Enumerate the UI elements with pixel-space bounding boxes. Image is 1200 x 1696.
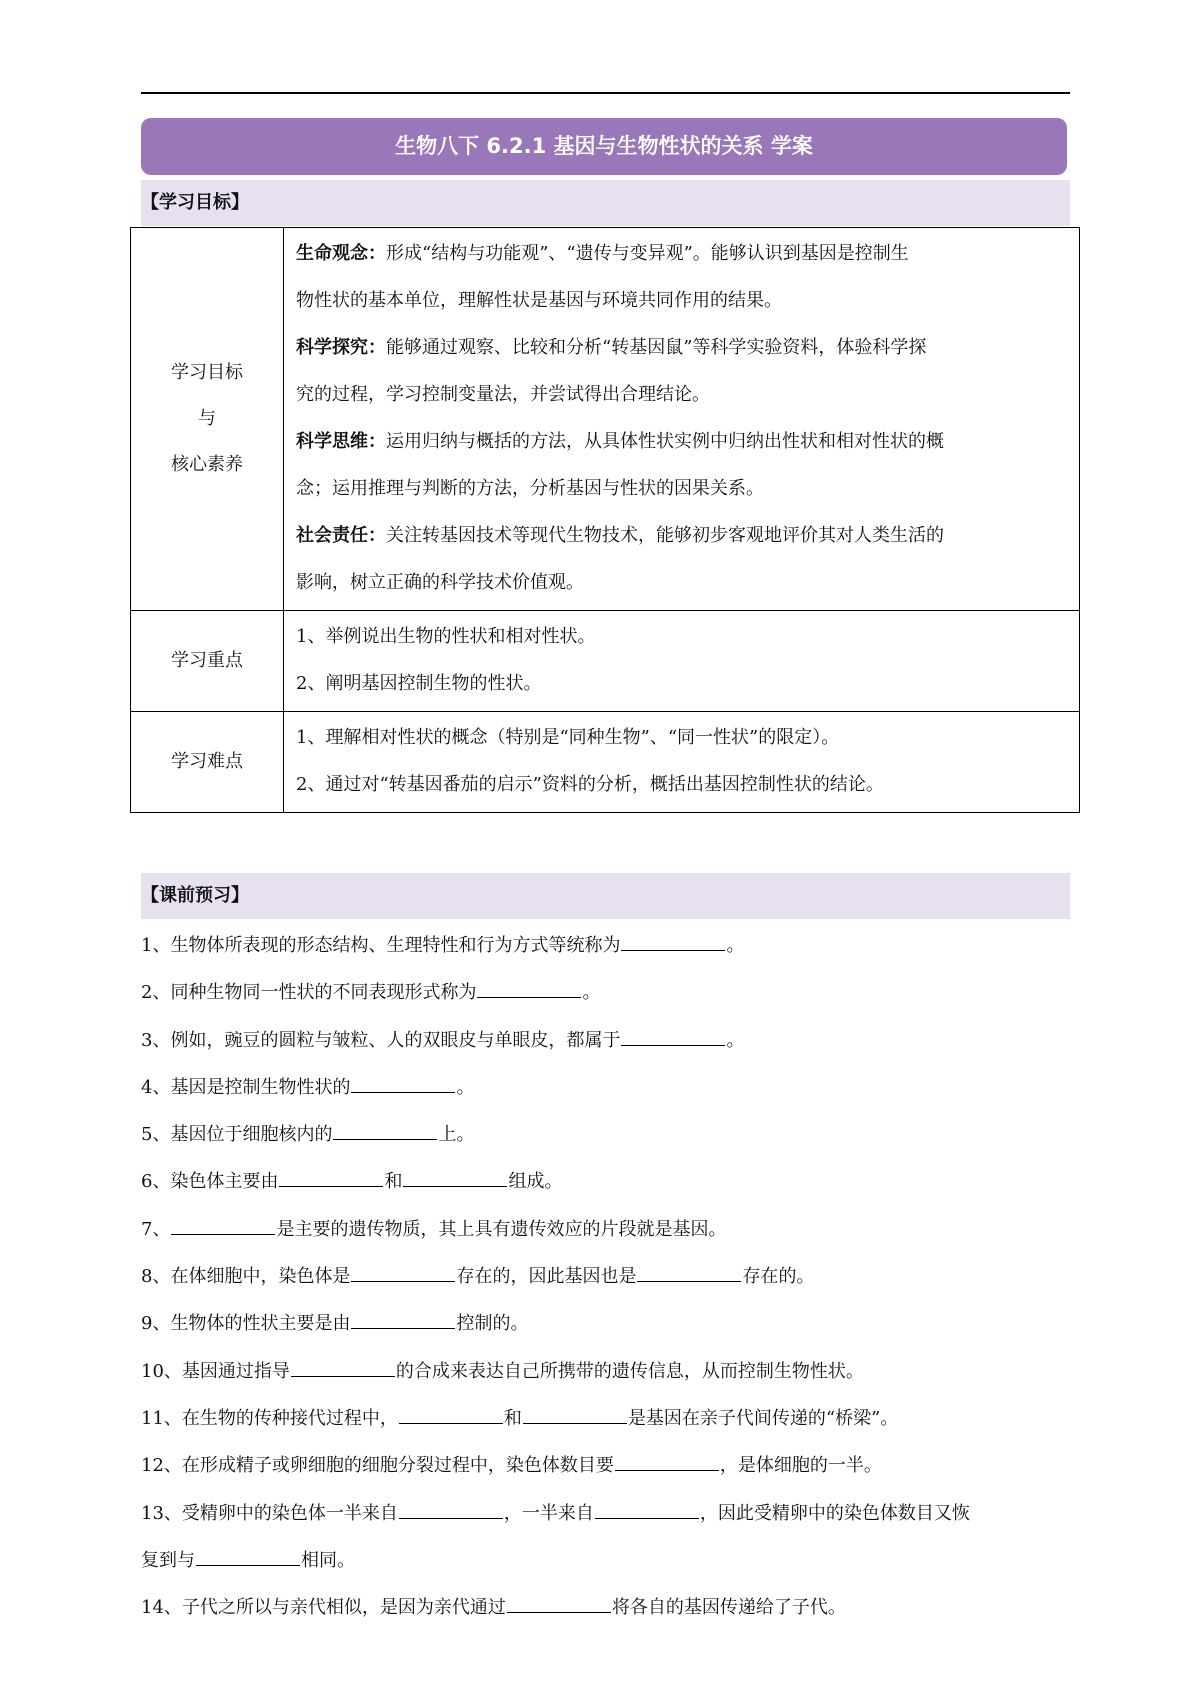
literacy-text: 物性状的基本单位，理解性状是基因与环境共同作用的结果。 xyxy=(296,290,782,311)
question-item: 7、 是主要的遗传物质，其上具有遗传效应的片段就是基因。 xyxy=(141,1206,1076,1253)
question-item: 14、子代之所以与亲代相似，是因为亲代通过 将各自的基因传递给了子代。 xyxy=(141,1584,1076,1631)
answer-blank[interactable] xyxy=(637,1261,741,1282)
key-point-item: 1、举例说出生物的性状和相对性状。 xyxy=(296,626,596,647)
literacy-text: 念；运用推理与判断的方法，分析基因与性状的因果关系。 xyxy=(296,478,764,499)
answer-blank[interactable] xyxy=(477,977,581,998)
answer-blank[interactable] xyxy=(333,1119,437,1140)
difficulties-label: 学习难点 xyxy=(131,712,284,813)
goals-row-key-points xyxy=(131,611,1080,712)
preview-questions xyxy=(141,922,1076,1631)
document-title: 生物八下 6.2.1 基因与生物性状的关系 学案 xyxy=(141,118,1067,175)
answer-blank[interactable] xyxy=(615,1450,719,1471)
answer-blank[interactable] xyxy=(621,1025,725,1046)
answer-blank[interactable] xyxy=(351,1072,455,1093)
answer-blank[interactable] xyxy=(171,1214,275,1235)
label-line: 学习目标 xyxy=(171,362,243,383)
goals-row-label xyxy=(131,228,284,611)
literacy-text: 究的过程，学习控制变量法，并尝试得出合理结论。 xyxy=(296,384,710,405)
question-item: 5、基因位于细胞核内的 上。 xyxy=(141,1111,1076,1158)
difficulties-content xyxy=(284,712,1080,813)
question-item: 9、生物体的性状主要是由 控制的。 xyxy=(141,1300,1076,1347)
answer-blank[interactable] xyxy=(351,1261,455,1282)
answer-blank[interactable] xyxy=(279,1166,383,1187)
key-points-label: 学习重点 xyxy=(131,611,284,712)
literacy-key: 生命观念： xyxy=(296,243,386,264)
key-point-item: 2、阐明基因控制生物的性状。 xyxy=(296,673,542,694)
question-item: 8、在体细胞中，染色体是 存在的，因此基因也是 存在的。 xyxy=(141,1253,1076,1300)
literacy-text: 能够通过观察、比较和分析“转基因鼠”等科学实验资料，体验科学探 xyxy=(386,337,927,358)
goals-row-content xyxy=(284,228,1080,611)
answer-blank[interactable] xyxy=(507,1592,611,1613)
answer-blank[interactable] xyxy=(351,1308,455,1329)
label-line: 与 xyxy=(198,408,216,429)
answer-blank[interactable] xyxy=(621,930,725,951)
header-rule xyxy=(141,92,1070,94)
goals-row-difficulties xyxy=(131,712,1080,813)
question-item: 1、生物体所表现的形态结构、生理特性和行为方式等统称为 。 xyxy=(141,922,1076,969)
question-item: 4、基因是控制生物性状的 。 xyxy=(141,1064,1076,1111)
question-item: 10、基因通过指导 的合成来表达自己所携带的遗传信息，从而控制生物性状。 xyxy=(141,1348,1076,1395)
literacy-text: 影响，树立正确的科学技术价值观。 xyxy=(296,572,584,593)
key-points-content xyxy=(284,611,1080,712)
goals-row-core xyxy=(131,228,1080,611)
literacy-key: 社会责任： xyxy=(296,525,386,546)
question-item: 11、在生物的传种接代过程中， 和 是基因在亲子代间传递的“桥梁”。 xyxy=(141,1395,1076,1442)
question-item: 13、受精卵中的染色体一半来自 ，一半来自 ，因此受精卵中的染色体数目又恢 复到与 相同。 xyxy=(141,1490,1076,1585)
question-item: 3、例如，豌豆的圆粒与皱粒、人的双眼皮与单眼皮，都属于 。 xyxy=(141,1017,1076,1064)
answer-blank[interactable] xyxy=(196,1545,300,1566)
literacy-key: 科学探究： xyxy=(296,337,386,358)
difficulty-item: 2、通过对“转基因番茄的启示”资料的分析，概括出基因控制性状的结论。 xyxy=(296,774,884,795)
answer-blank[interactable] xyxy=(291,1356,395,1377)
goals-table xyxy=(130,227,1080,813)
answer-blank[interactable] xyxy=(403,1166,507,1187)
literacy-text: 关注转基因技术等现代生物技术，能够初步客观地评价其对人类生活的 xyxy=(386,525,944,546)
question-item: 2、同种生物同一性状的不同表现形式称为 。 xyxy=(141,969,1076,1016)
goals-heading: 【学习目标】 xyxy=(141,180,1070,226)
literacy-text: 运用归纳与概括的方法，从具体性状实例中归纳出性状和相对性状的概 xyxy=(386,431,944,452)
question-item: 12、在形成精子或卵细胞的细胞分裂过程中，染色体数目要 ，是体细胞的一半。 xyxy=(141,1442,1076,1489)
difficulty-item: 1、理解相对性状的概念（特别是“同种生物”、“同一性状”的限定）。 xyxy=(296,727,840,748)
question-item: 6、染色体主要由 和 组成。 xyxy=(141,1158,1076,1205)
literacy-key: 科学思维： xyxy=(296,431,386,452)
label-line: 核心素养 xyxy=(171,454,243,475)
answer-blank[interactable] xyxy=(399,1498,503,1519)
answer-blank[interactable] xyxy=(595,1498,699,1519)
preview-heading: 【课前预习】 xyxy=(141,873,1070,919)
answer-blank[interactable] xyxy=(523,1403,627,1424)
answer-blank[interactable] xyxy=(399,1403,503,1424)
literacy-text: 形成“结构与功能观”、“遗传与变异观”。能够认识到基因是控制生 xyxy=(386,243,909,264)
